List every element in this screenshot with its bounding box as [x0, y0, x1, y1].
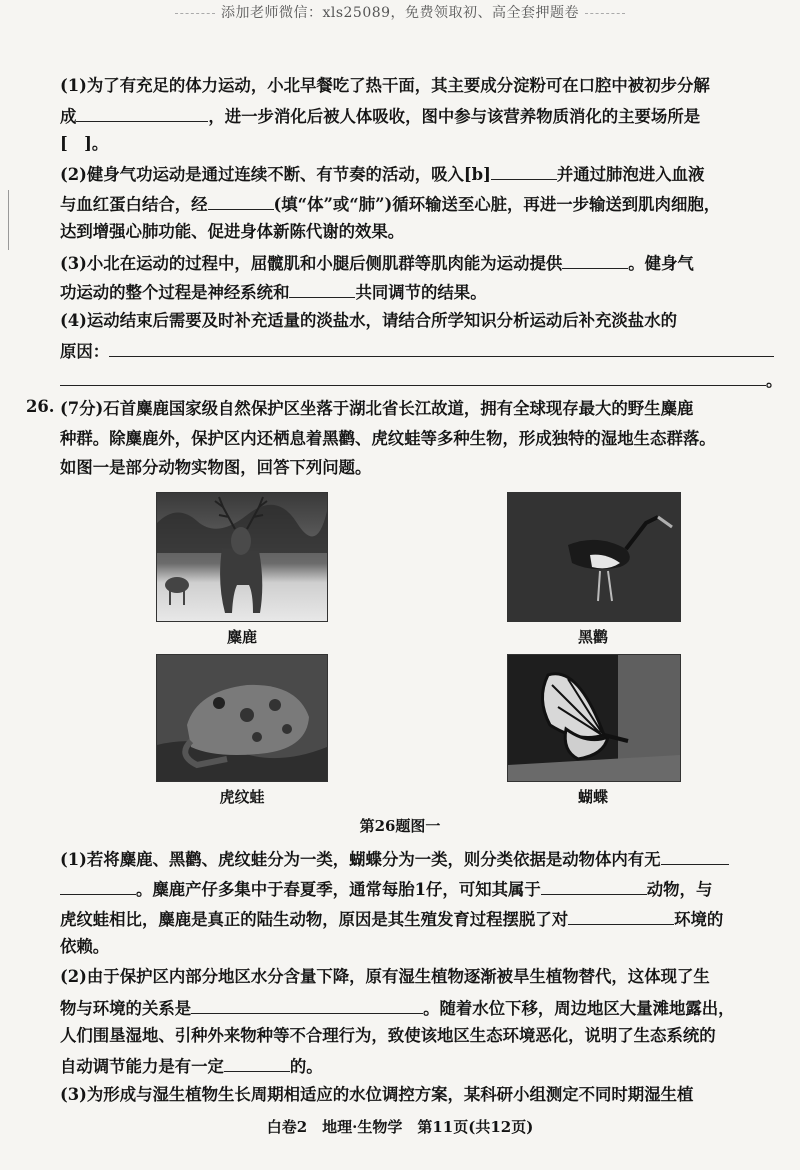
- q26-1-line1: [60, 846, 729, 872]
- page-footer: 白卷2 地理·生物学 第11页(共12页): [266, 1118, 534, 1136]
- header-rule-right: [585, 13, 625, 14]
- q26-2-text-d: 的。: [289, 1057, 323, 1076]
- page-header: [0, 2, 800, 22]
- q25-1-text-a: 成: [60, 107, 77, 126]
- header-rule-left: [175, 13, 215, 14]
- q26-intro-line2: 种群。除麋鹿外，保护区内还栖息着黑鹳、虎纹蛙等多种生物，形成独特的湿地生态群落。: [60, 429, 716, 448]
- q26-2-text-a: 物与环境的关系是: [60, 999, 192, 1018]
- q26-1-text-c: 动物，与: [646, 880, 713, 899]
- q25-3-text-d: 共同调节的结果。: [355, 283, 487, 302]
- caption-black-stork: 黑鹳: [577, 628, 608, 646]
- q26-intro-line3: 如图一是部分动物实物图，回答下列问题。: [60, 458, 372, 477]
- answer-blank[interactable]: [568, 906, 674, 925]
- tiger-frog-photo: [156, 654, 328, 782]
- q25-2-line2: [60, 191, 720, 217]
- answer-blank[interactable]: [562, 250, 628, 269]
- figure-caption: 第26题图一: [359, 817, 441, 835]
- caption-elk: 麋鹿: [226, 628, 257, 646]
- q26-2-line4: [60, 1053, 323, 1079]
- q26-1-text-d: 虎纹蛙相比，麋鹿是真正的陆生动物，原因是其生殖发育过程摆脱了对: [60, 910, 569, 929]
- q25-1-text-b: ，进一步消化后被人体吸收，图中参与该营养物质消化的主要场所是: [208, 107, 701, 126]
- q25-2-line3: 达到增强心肺功能、促进身体新陈代谢的效果。: [60, 222, 405, 241]
- answer-blank[interactable]: [208, 191, 274, 210]
- q26-1-line2: [60, 876, 712, 902]
- q25-4-line3: [60, 367, 782, 393]
- q26-2-text-c: 自动调节能力是有一定: [60, 1057, 224, 1076]
- tiger-frog-image: [157, 655, 327, 781]
- black-stork-photo: [507, 492, 681, 622]
- q25-2-text-a: (2)健身气功运动是通过连续不断、有节奏的活动，吸入[b]: [60, 165, 491, 184]
- header-text: 添加老师微信：xls25089，免费领取初、高全套押题卷: [220, 5, 580, 21]
- q25-3-text-c: 功运动的整个过程是神经系统和: [60, 283, 290, 302]
- answer-blank[interactable]: [191, 995, 423, 1014]
- answer-blank[interactable]: [541, 876, 647, 895]
- q25-3-line2: [60, 279, 487, 305]
- q25-1-line1: (1)为了有充足的体力运动，小北早餐吃了热干面，其主要成分淀粉可在口腔中被初步分解: [60, 76, 710, 95]
- q25-4-label: 原因：: [60, 342, 110, 361]
- answer-blank[interactable]: [76, 103, 208, 122]
- q25-2-line1: [60, 161, 704, 187]
- answer-blank[interactable]: [60, 367, 766, 386]
- q26-1-line4: 依赖。: [60, 937, 110, 956]
- elk-photo: [156, 492, 328, 622]
- q26-2-line1: (2)由于保护区内部分地区水分含量下降，原有湿生植物逐渐被旱生植物替代，这体现了生: [60, 967, 710, 986]
- q26-1-text-a: (1)若将麋鹿、黑鹳、虎纹蛙分为一类，蝴蝶分为一类，则分类依据是动物体内有无: [60, 850, 661, 869]
- q25-3-line1: [60, 250, 694, 276]
- caption-butterfly: 蝴蝶: [577, 788, 608, 806]
- answer-blank[interactable]: [60, 876, 136, 895]
- answer-blank[interactable]: [109, 338, 774, 357]
- answer-blank[interactable]: [289, 279, 355, 298]
- q25-3-text-a: (3)小北在运动的过程中，屈髋肌和小腿后侧肌群等肌肉能为运动提供: [60, 254, 563, 273]
- q25-2-text-d: (填“体”或“肺”)循环输送至心脏，再进一步输送到肌肉细胞，: [273, 195, 721, 214]
- q25-2-text-c: 与血红蛋白结合，经: [60, 195, 208, 214]
- q26-1-text-e: 环境的: [674, 910, 724, 929]
- q26-2-text-b: 。随着水位下移，周边地区大量滩地露出，: [423, 999, 735, 1018]
- q25-1-line2: [60, 103, 700, 129]
- butterfly-image: [508, 655, 680, 781]
- q25-4-end: 。: [766, 371, 783, 390]
- answer-blank[interactable]: [661, 846, 729, 865]
- q26-intro-line1: (7分)石首麋鹿国家级自然保护区坐落于湖北省长江故道，拥有全球现存最大的野生麋鹿: [60, 399, 694, 418]
- q26-number: 26.: [26, 397, 55, 416]
- q25-1-line3: [ ]。: [60, 134, 109, 153]
- butterfly-photo: [507, 654, 681, 782]
- q25-4-line2: [60, 338, 774, 364]
- answer-blank[interactable]: [491, 161, 557, 180]
- q26-2-line3: 人们围垦湿地、引种外来物种等不合理行为，致使该地区生态环境恶化，说明了生态系统的: [60, 1026, 716, 1045]
- q26-2-line2: [60, 995, 735, 1021]
- q25-4-line1: (4)运动结束后需要及时补充适量的淡盐水，请结合所学知识分析运动后补充淡盐水的: [60, 311, 677, 330]
- binding-margin-mark: [8, 190, 9, 250]
- q25-3-text-b: 。健身气: [628, 254, 694, 273]
- caption-tiger-frog: 虎纹蛙: [219, 788, 265, 806]
- elk-image: [157, 493, 327, 621]
- answer-blank[interactable]: [224, 1053, 290, 1072]
- q26-1-line3: [60, 906, 723, 932]
- black-stork-image: [508, 493, 680, 621]
- q25-2-text-b: 并通过肺泡进入血液: [556, 165, 705, 184]
- q26-3-line1: (3)为形成与湿生植物生长周期相适应的水位调控方案，某科研小组测定不同时期湿生植: [60, 1085, 694, 1104]
- q26-1-text-b: 。麋鹿产仔多集中于春夏季，通常每胎1仔，可知其属于: [136, 880, 541, 899]
